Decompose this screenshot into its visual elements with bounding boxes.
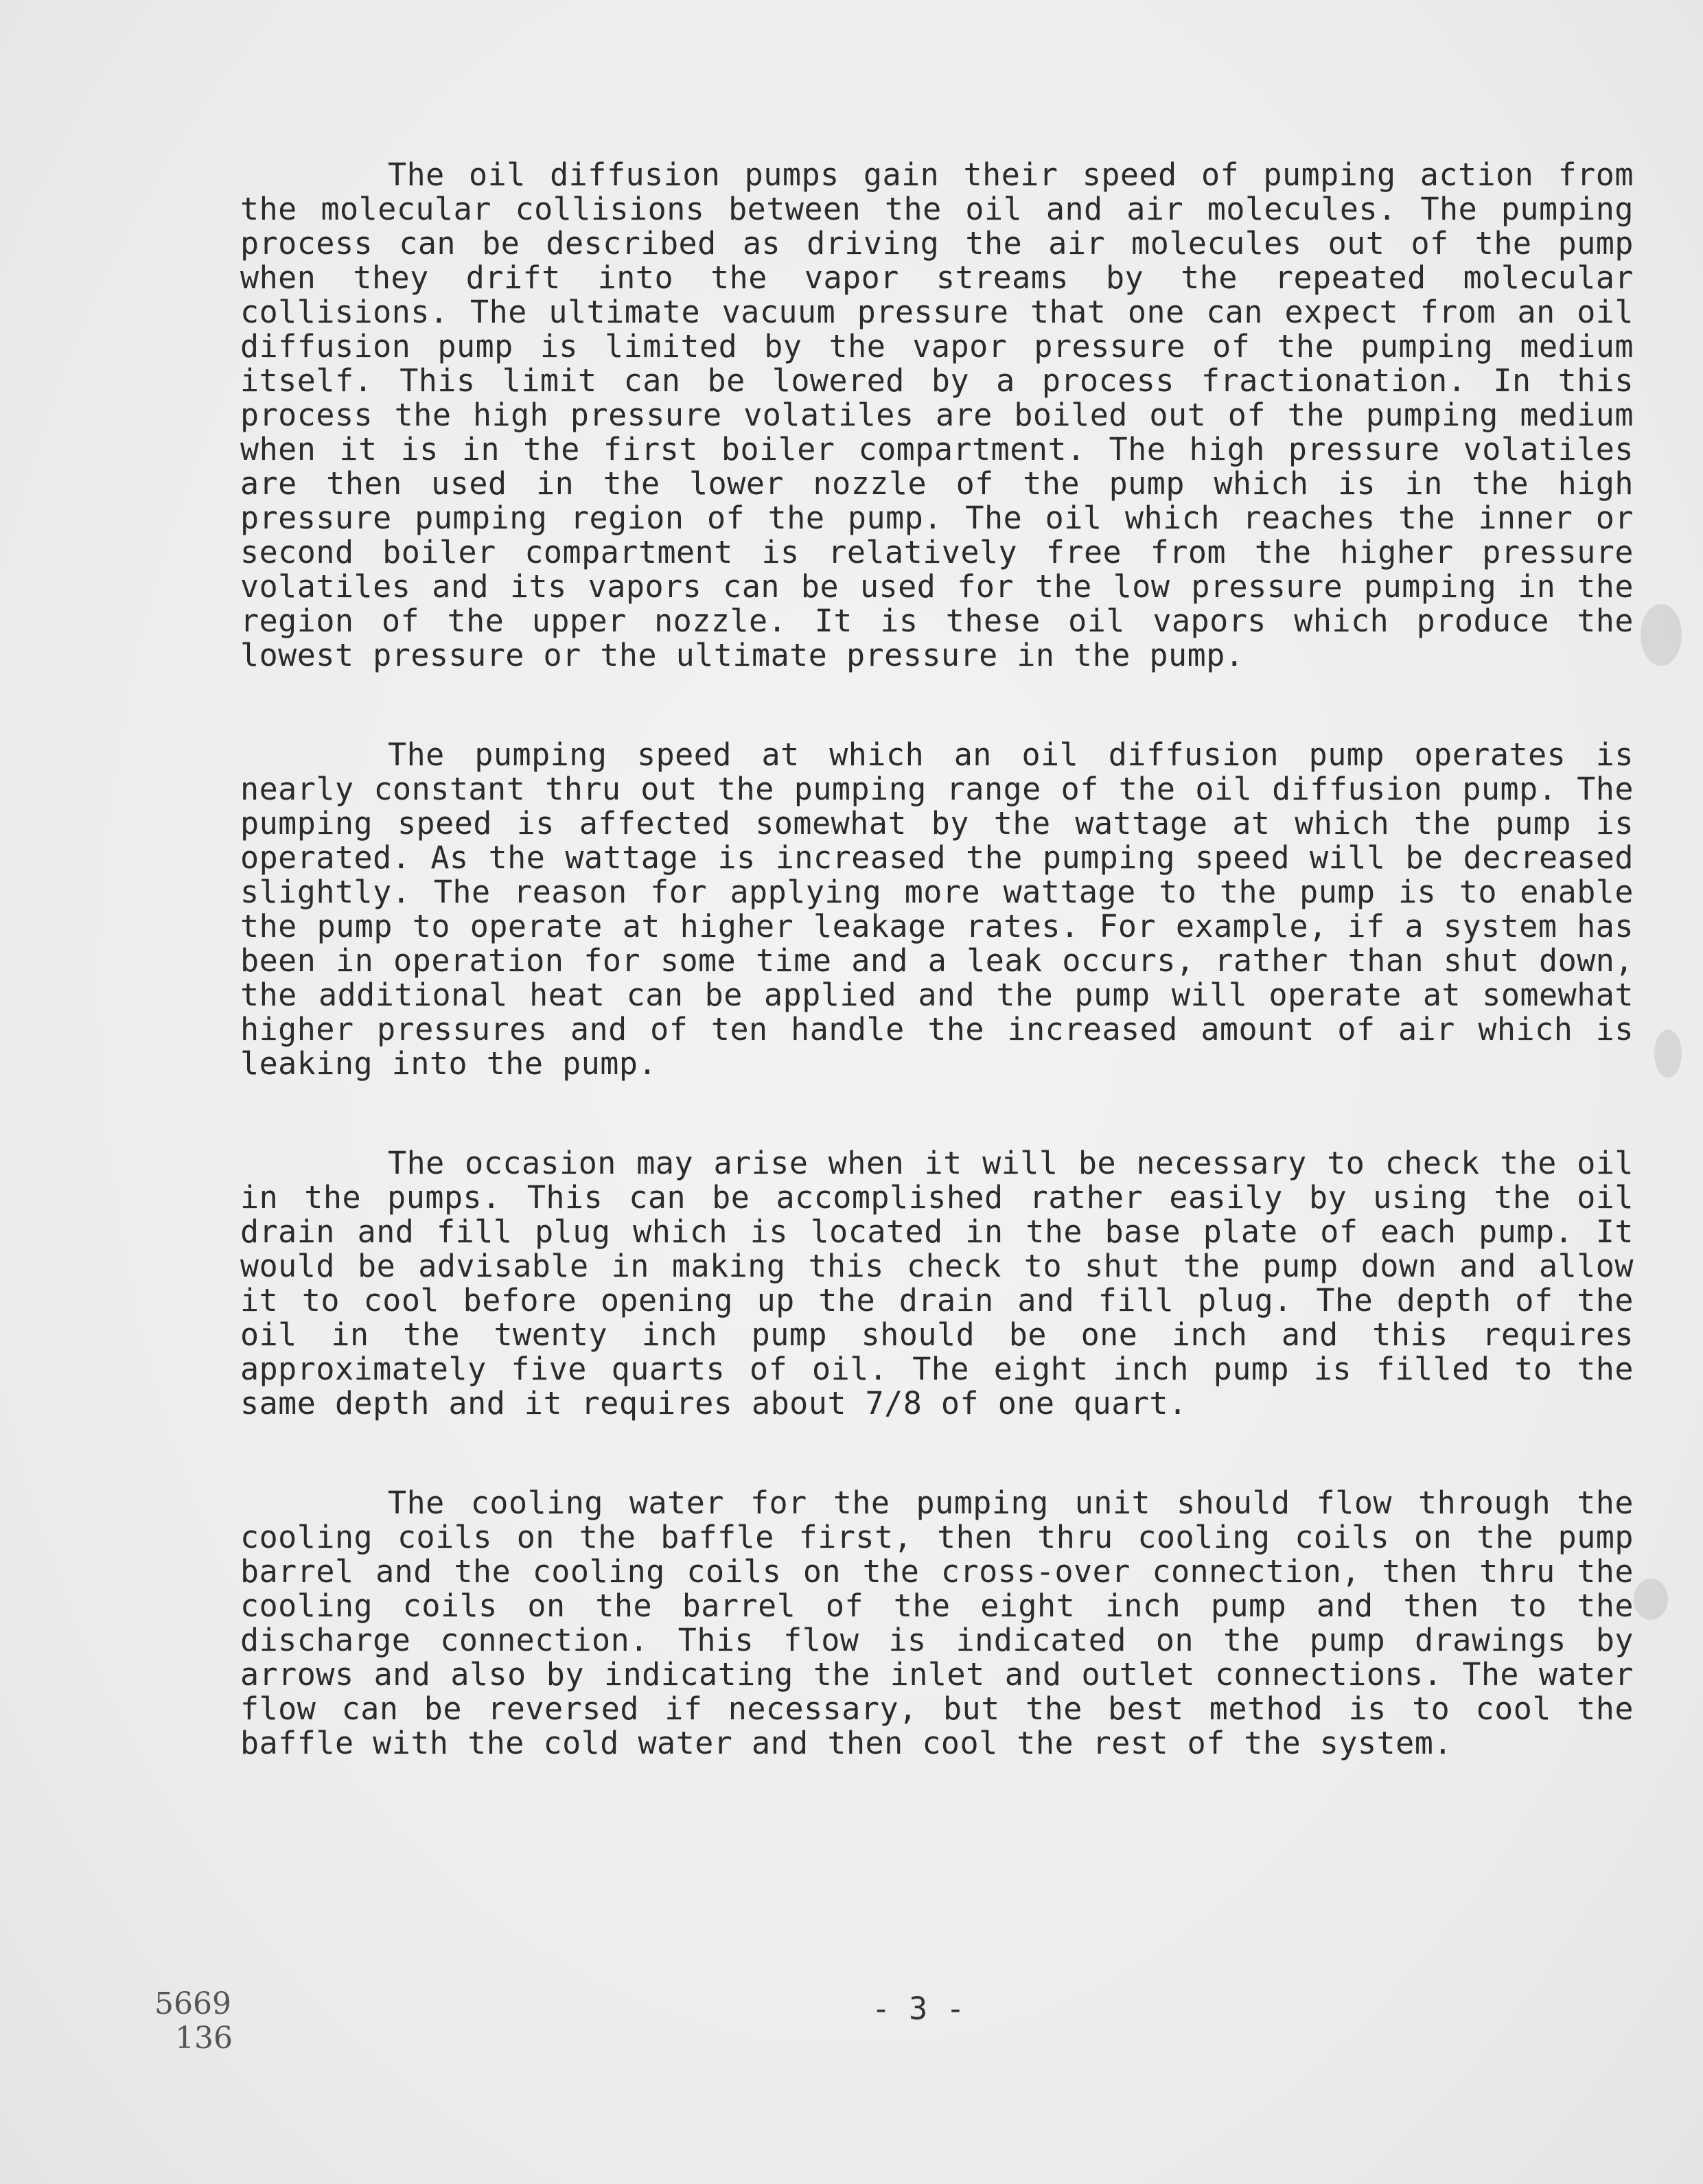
document-body bbox=[240, 158, 1634, 1826]
paragraph-cooling-water: The cooling water for the pumping unit should flow through the cooling coils on the baffle first, then thru cooling coils on the pump barrel and the cooling coils on the cross-over connection, then thru the cooling coils on the barrel of the eight inch pump and then to the discharge connection. This flow is indicated on the pump drawings by arrows and also by indicating the inlet and outlet connections. The water flow can be reversed if necessary, but the best method is to cool the baffle with the cold water and then cool the rest of the system. bbox=[240, 1485, 1634, 1761]
scan-speckle bbox=[1634, 1579, 1668, 1620]
handwritten-note bbox=[154, 1987, 233, 2056]
page-number: - 3 - bbox=[872, 1990, 965, 2027]
paragraph-oil-check: The occasion may arise when it will be necessary to check the oil in the pumps. This can be accomplished rather easily by using the oil drain and fill plug which is located in the base plate of each pump. It would be advisable in making this check to shut the pump down and allow it to cool before opening up the drain and fill plug. The depth of the oil in the twenty inch pump should be one inch and this requires approximately five quarts of oil. The eight inch pump is filled to the same depth and it requires about 7/8 of one quart. bbox=[240, 1145, 1634, 1421]
scan-speckle bbox=[1654, 1030, 1682, 1078]
handwritten-note-line1: 5669 bbox=[154, 1986, 231, 2021]
scan-speckle bbox=[1641, 604, 1682, 666]
paragraph-oil-diffusion-pumping: The oil diffusion pumps gain their speed of pumping action from the molecular collisions between the oil and air molecules. The pumping process can be described as driving the air molecules out of the pump when they drift into the vapor streams by the repeated molecular collisions. The ultimate vacuum pressure that one can expect from an oil diffusion pump is limited by the vapor pressure of the pumping medium itself. This limit can be lowered by a process fractionation. In this process the high pressure volatiles are boiled out of the pumping medium when it is in the first boiler compartment. The high pressure volatiles are then used in the lower nozzle of the pump which is in the high pressure pumping region of the pump. The oil which reaches the inner or second boiler compartment is relatively free from the higher pressure volatiles and its vapors can be used for the low pressure pumping in the region of the upper nozzle. It is these oil vapors which produce the lowest pressure or the ultimate pressure in the pump. bbox=[240, 156, 1634, 673]
paragraph-pumping-speed: The pumping speed at which an oil diffusion pump operates is nearly constant thru out the pumping range of the oil diffusion pump. The pumping speed is affected somewhat by the wattage at which the pump is operated. As the wattage is increased the pumping speed will be decreased slightly. The reason for applying more wattage to the pump is to enable the pump to operate at higher leakage rates. For example, if a system has been in operation for some time and a leak occurs, rather than shut down, the additional heat can be applied and the pump will operate at somewhat higher pressures and of ten handle the increased amount of air which is leaking into the pump. bbox=[240, 736, 1634, 1082]
handwritten-note-line2: 136 bbox=[175, 2021, 233, 2056]
